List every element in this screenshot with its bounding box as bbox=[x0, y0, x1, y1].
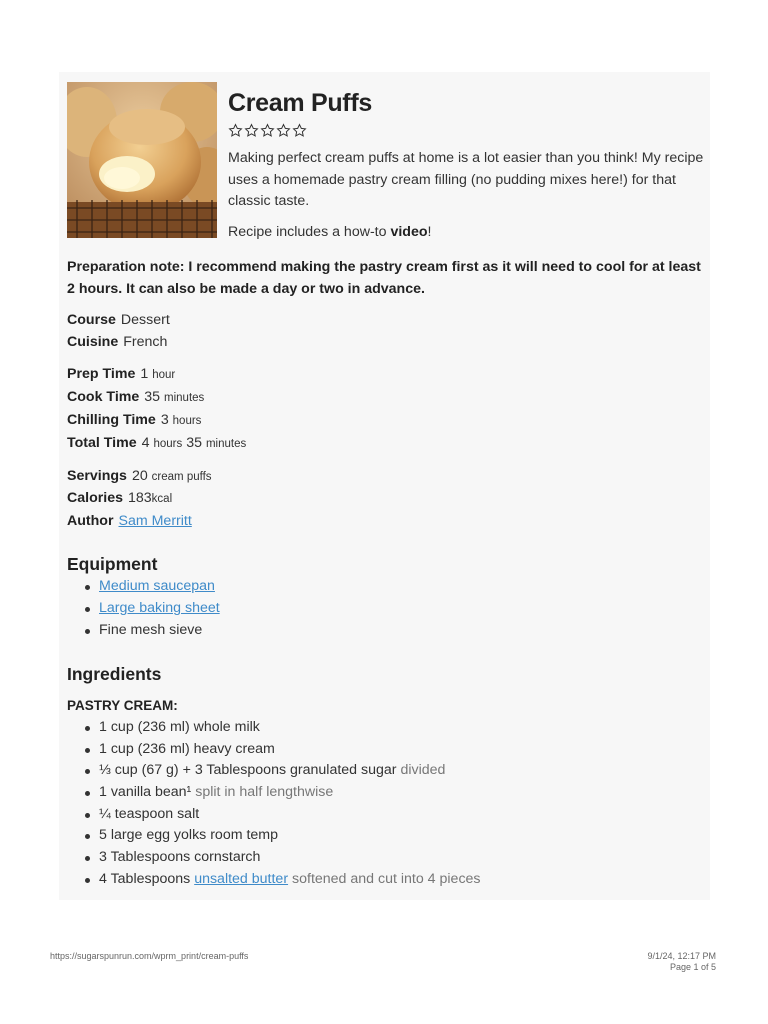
meta-chilling-time bbox=[67, 412, 201, 428]
footer-page-info bbox=[647, 951, 716, 973]
footer-url: https://sugarspunrun.com/wprm_print/cream-puffs bbox=[50, 951, 249, 961]
meta-unit: minutes bbox=[205, 438, 247, 450]
ingredient-item bbox=[99, 719, 260, 735]
meta-total-time bbox=[67, 435, 246, 451]
footer-datetime: 9/1/24, 12:17 PM bbox=[647, 951, 716, 961]
equipment-item: Fine mesh sieve bbox=[99, 622, 203, 638]
recipe-card bbox=[59, 72, 710, 900]
recipe-summary: Making perfect cream puffs at home is a lot easier than you think! My recipe uses a homemade pastry cream filling (no pudding mixes here!) for that classic taste. bbox=[228, 150, 704, 209]
meta-label: Calories bbox=[67, 490, 123, 506]
footer-page-number: Page 1 of 5 bbox=[669, 962, 716, 972]
ingredient-item bbox=[99, 762, 445, 778]
meta-value: 183 bbox=[128, 490, 152, 506]
video-note-bold: video bbox=[390, 224, 428, 240]
meta-value: 35 bbox=[144, 389, 161, 405]
ingredients-heading: Ingredients bbox=[67, 664, 162, 684]
ingredient-text: 3 Tablespoons cornstarch bbox=[99, 849, 261, 865]
meta-label: Total Time bbox=[67, 435, 137, 451]
meta-value: 3 bbox=[160, 412, 169, 428]
star-icon[interactable] bbox=[228, 123, 243, 138]
star-icon[interactable] bbox=[276, 123, 291, 138]
ingredient-text: ¼ teaspoon salt bbox=[99, 806, 200, 822]
ingredient-item bbox=[99, 849, 260, 865]
ingredient-text: 1 cup (236 ml) heavy cream bbox=[99, 741, 275, 757]
ingredient-item bbox=[99, 871, 481, 887]
ingredient-text: ⅓ cup (67 g) + 3 Tablespoons granulated sugar bbox=[99, 762, 397, 778]
meta-label: Cook Time bbox=[67, 389, 140, 405]
meta-label: Cuisine bbox=[67, 334, 119, 350]
ingredient-link[interactable]: unsalted butter bbox=[194, 871, 289, 887]
ingredient-item bbox=[99, 741, 275, 757]
meta-value: 4 bbox=[141, 435, 150, 451]
ingredient-group-title: PASTRY CREAM: bbox=[67, 698, 178, 713]
ingredient-item bbox=[99, 784, 333, 800]
equipment-link[interactable]: Large baking sheet bbox=[99, 600, 220, 616]
meta-label: Course bbox=[67, 312, 116, 328]
meta-value: 20 bbox=[131, 468, 148, 484]
video-note-prefix: Recipe includes a how-to bbox=[228, 224, 391, 240]
star-icon[interactable] bbox=[292, 123, 307, 138]
equipment-link[interactable]: Medium saucepan bbox=[99, 578, 215, 594]
meta-unit: hours bbox=[153, 438, 183, 450]
star-icon[interactable] bbox=[260, 123, 275, 138]
meta-course bbox=[67, 312, 170, 328]
meta-cook-time bbox=[67, 389, 204, 405]
meta-prep-time bbox=[67, 366, 175, 382]
meta-calories bbox=[67, 490, 172, 506]
meta-value: 35 bbox=[186, 435, 202, 451]
meta-author bbox=[67, 513, 192, 529]
recipe-title: Cream Puffs bbox=[228, 89, 372, 117]
meta-value: French bbox=[123, 334, 168, 350]
star-rating[interactable] bbox=[228, 123, 307, 138]
ingredient-note: split in half lengthwise bbox=[195, 784, 334, 800]
meta-value: Dessert bbox=[120, 312, 170, 328]
ingredient-item bbox=[99, 806, 199, 822]
video-note-suffix: ! bbox=[427, 224, 432, 240]
equipment-item bbox=[99, 600, 220, 616]
meta-value: 1 bbox=[140, 366, 149, 382]
meta-unit: cream puffs bbox=[151, 471, 212, 483]
ingredient-text: 1 cup (236 ml) whole milk bbox=[99, 719, 260, 735]
ingredient-note: softened and cut into 4 pieces bbox=[292, 871, 481, 887]
video-note bbox=[228, 224, 431, 240]
meta-servings bbox=[67, 468, 212, 484]
meta-unit: minutes bbox=[164, 392, 205, 404]
ingredient-note: divided bbox=[400, 762, 446, 778]
ingredient-text: 5 large egg yolks room temp bbox=[99, 827, 279, 843]
recipe-photo bbox=[67, 82, 217, 238]
meta-label: Author bbox=[67, 513, 114, 529]
meta-label: Chilling Time bbox=[67, 412, 156, 428]
meta-unit: kcal bbox=[151, 493, 173, 505]
meta-unit: hour bbox=[152, 369, 176, 381]
ingredient-text: 1 vanilla bean¹ bbox=[99, 784, 192, 800]
equipment-heading: Equipment bbox=[67, 554, 158, 574]
meta-cuisine bbox=[67, 334, 167, 350]
preparation-note: Preparation note: I recommend making the pastry cream first as it will need to cool for at least 2 hours. It can also be made a day or two in advance. bbox=[67, 259, 701, 297]
meta-label: Servings bbox=[67, 468, 127, 484]
equipment-item bbox=[99, 578, 215, 594]
meta-unit: hours bbox=[172, 415, 202, 427]
star-icon[interactable] bbox=[244, 123, 259, 138]
meta-label: Prep Time bbox=[67, 366, 136, 382]
author-link[interactable]: Sam Merritt bbox=[118, 513, 192, 529]
ingredient-text: 4 Tablespoons bbox=[99, 871, 195, 887]
ingredient-item bbox=[99, 827, 278, 843]
